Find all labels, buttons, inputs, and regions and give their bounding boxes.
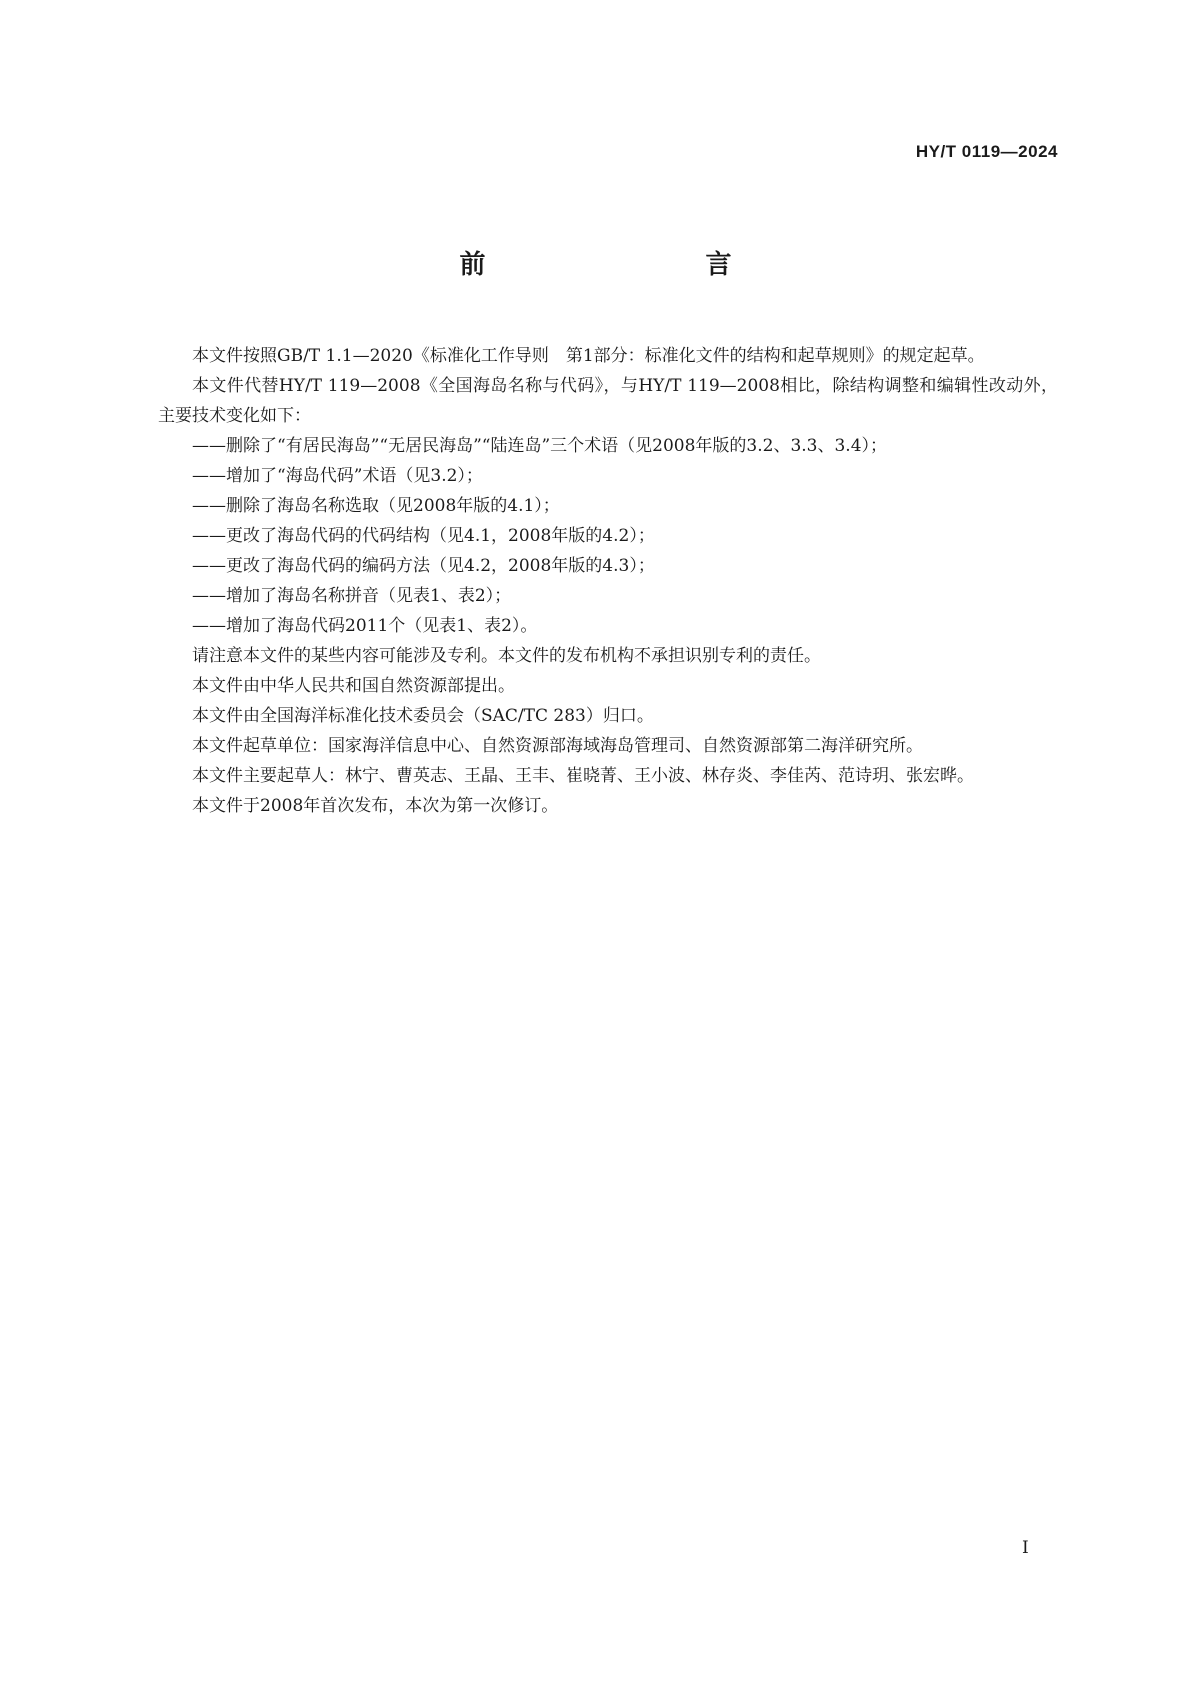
foreword-body (158, 341, 1058, 821)
page-title: 前 言 (459, 250, 788, 280)
page-number: I (1022, 1538, 1029, 1558)
drafting-units: 本文件起草单位：国家海洋信息中心、自然资源部海域海岛管理司、自然资源部第二海洋研究所。 (192, 736, 923, 756)
change-item: ——增加了“海岛代码”术语（见3.2）； (192, 466, 483, 486)
standard-code: HY/T 0119—2024 (915, 142, 1058, 161)
change-item: ——更改了海岛代码的代码结构（见4.1，2008年版的4.2）； (192, 526, 655, 546)
change-item: ——增加了海岛名称拼音（见表1、表2）； (192, 586, 512, 606)
proposer-statement: 本文件由中华人民共和国自然资源部提出。 (192, 676, 515, 696)
drafting-basis-paragraph: 本文件按照GB/T 1.1—2020《标准化工作导则 第1部分：标准化文件的结构和起草规则》的规定起草。 (192, 346, 985, 366)
replacement-paragraph: 本文件代替HY/T 119—2008《全国海岛名称与代码》，与HY/T 119—2008相比，除结构调整和编辑性改动外，主要技术变化如下： (158, 376, 1058, 426)
publication-history: 本文件于2008年首次发布，本次为第一次修订。 (192, 796, 559, 816)
drafters: 本文件主要起草人：林宁、曹英志、王晶、王丰、崔晓菁、王小波、林存炎、李佳芮、范诗玥、张宏晔。 (192, 766, 974, 786)
centralized-statement: 本文件由全国海洋标准化技术委员会（SAC/TC 283）归口。 (192, 706, 654, 726)
patent-notice: 请注意本文件的某些内容可能涉及专利。本文件的发布机构不承担识别专利的责任。 (192, 646, 821, 666)
change-item: ——删除了海岛名称选取（见2008年版的4.1）； (192, 496, 560, 516)
change-item: ——增加了海岛代码2011个（见表1、表2）。 (192, 616, 538, 636)
change-item: ——删除了“有居民海岛”“无居民海岛”“陆连岛”三个术语（见2008年版的3.2、3.3、3.4）； (192, 436, 888, 456)
change-item: ——更改了海岛代码的编码方法（见4.2，2008年版的4.3）； (192, 556, 655, 576)
